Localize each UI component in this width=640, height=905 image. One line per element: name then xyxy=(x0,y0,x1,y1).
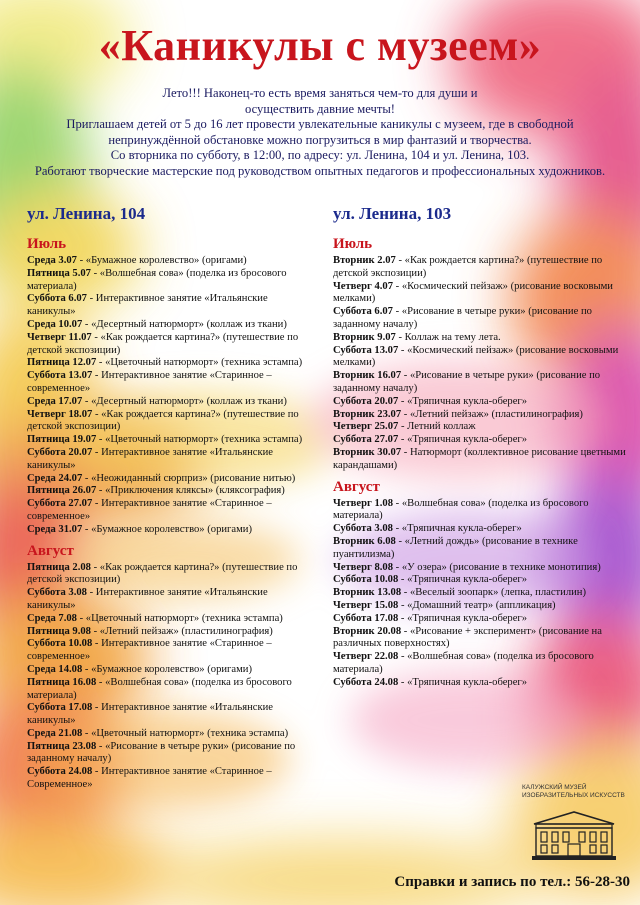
address-heading: ул. Ленина, 104 xyxy=(27,204,146,223)
museum-logo-text xyxy=(522,784,638,799)
event-description: - Интерактивное занятие «Старинное – современное» xyxy=(27,638,272,663)
event-item xyxy=(333,574,633,587)
event-description: - Интерактивное занятие «Старинное – современное» xyxy=(27,498,272,522)
contact-phone: Справки и запись по тел.: 56-28-30 xyxy=(394,874,630,890)
event-description: - Коллаж на тему лета. xyxy=(395,331,501,343)
event-date: Четверг 25.07 xyxy=(333,421,399,433)
event-date: Четверг 1.08 xyxy=(333,497,393,509)
event-item xyxy=(333,587,633,600)
event-date: Четверг 15.08 xyxy=(333,599,399,611)
event-date: Суббота 6.07 xyxy=(27,293,87,305)
event-date: Суббота 17.08 xyxy=(27,702,93,714)
event-item xyxy=(27,357,312,370)
event-description: - «Тряпичная кукла-оберег» xyxy=(398,574,528,586)
event-description: - «Волшебная сова» (поделка из бросового материала) xyxy=(333,651,594,675)
event-description: - «Как рождается картина?» (путешествие по детской экспозиции) xyxy=(27,561,298,586)
event-date: Пятница 9.08 xyxy=(27,625,91,637)
event-item xyxy=(27,447,312,473)
event-date: Пятница 23.08 xyxy=(27,740,97,752)
event-item xyxy=(27,255,312,268)
event-item xyxy=(27,485,312,498)
event-date: Среда 7.08 xyxy=(27,612,77,624)
event-description: - «Как рождается картина?» (путешествие по детской экспозиции) xyxy=(27,331,299,356)
event-item xyxy=(333,409,633,422)
event-date: Среда 31.07 xyxy=(27,523,83,535)
event-date: Пятница 2.08 xyxy=(27,561,91,573)
logo-line: КАЛУЖСКИЙ МУЗЕЙ xyxy=(522,784,587,791)
event-description: - «Волшебная сова» (поделка из бросового материала) xyxy=(27,676,292,701)
intro-line: Работают творческие мастерские под руководством опытных педагогов и профессиональных художников. xyxy=(34,163,606,178)
event-description: - «Неожиданный сюрприз» (рисование нитью) xyxy=(82,472,296,484)
schedule-lenina-103 xyxy=(333,204,633,690)
event-date: Четверг 18.07 xyxy=(27,408,93,420)
event-item xyxy=(27,319,312,332)
logo-line: ИЗОБРАЗИТЕЛЬНЫХ ИСКУССТВ xyxy=(522,791,625,799)
event-description: - «Цветочный натюрморт» (техника эстампа) xyxy=(76,612,283,624)
event-description: - «Тряпичная кукла-оберег» xyxy=(398,434,528,446)
event-date: Четверг 11.07 xyxy=(27,331,92,343)
event-item xyxy=(27,370,312,396)
intro-text xyxy=(0,86,640,180)
event-description: - «Рисование + эксперимент» (рисование на различных поверхностях) xyxy=(333,625,602,650)
event-item xyxy=(333,651,633,677)
event-description: - «Домашний театр» (аппликация) xyxy=(398,599,556,611)
event-list-august xyxy=(333,498,633,690)
event-date: Суббота 10.08 xyxy=(333,574,399,586)
event-description: - «У озера» (рисование в технике монотипия) xyxy=(393,561,601,573)
event-description: - Интерактивное занятие «Итальянские каникулы» xyxy=(27,446,273,471)
event-description: - «Бумажное королевство» (оригами) xyxy=(82,523,252,535)
event-item xyxy=(27,409,312,435)
event-description: - «Десертный натюрморт» (коллаж из ткани) xyxy=(82,395,287,407)
event-date: Суббота 13.07 xyxy=(333,344,399,356)
event-description: - «Тряпичная кукла-оберег» xyxy=(398,676,528,688)
event-description: - «Десертный натюрморт» (коллаж из ткани) xyxy=(82,318,287,330)
event-date: Вторник 23.07 xyxy=(333,408,402,420)
event-description: - «Тряпичная кукла-оберег» xyxy=(398,612,528,624)
event-item xyxy=(27,664,312,677)
museum-building-icon xyxy=(530,810,618,862)
event-date: Пятница 26.07 xyxy=(27,485,97,497)
event-item xyxy=(333,626,633,652)
event-date: Вторник 30.07 xyxy=(333,446,402,458)
event-description: - «Волшебная сова» (поделка из бросового материала) xyxy=(333,497,589,522)
event-item xyxy=(333,498,633,524)
event-date: Пятница 19.07 xyxy=(27,434,97,446)
event-item xyxy=(333,345,633,371)
event-description: - Натюрморт (коллективное рисование цветными карандашами) xyxy=(333,446,626,471)
event-item xyxy=(27,638,312,664)
event-description: - «Веселый зоопарк» (лепка, пластилин) xyxy=(401,587,586,599)
event-item xyxy=(27,766,312,792)
event-description: - «Летний пейзаж» (пластилинография) xyxy=(90,625,273,637)
event-item xyxy=(333,536,633,562)
event-description: - Интерактивное занятие «Итальянские каникулы» xyxy=(27,293,268,318)
event-date: Суббота 3.08 xyxy=(27,587,87,599)
month-august-heading: Август xyxy=(27,542,74,559)
event-date: Суббота 20.07 xyxy=(333,395,399,407)
event-date: Суббота 13.07 xyxy=(27,370,93,382)
event-list-august xyxy=(27,562,312,792)
event-item xyxy=(333,370,633,396)
event-description: - «Летний пейзаж» (пластилинография) xyxy=(401,408,583,420)
event-date: Суббота 20.07 xyxy=(27,446,93,458)
event-description: - Интерактивное занятие «Итальянские каникулы» xyxy=(27,587,268,611)
event-description: - «Бумажное королевство» (оригами) xyxy=(76,255,247,266)
event-date: Суббота 24.08 xyxy=(333,676,399,688)
event-description: - «Летний дождь» (рисование в технике пуантилизма) xyxy=(333,535,578,560)
event-item xyxy=(333,306,633,332)
event-date: Вторник 9.07 xyxy=(333,331,396,343)
event-description: - «Бумажное королевство» (оригами) xyxy=(82,663,252,675)
event-date: Вторник 6.08 xyxy=(333,535,396,547)
event-description: - «Космический пейзаж» (рисование восковыми мелками) xyxy=(333,280,613,305)
event-item xyxy=(333,562,633,575)
event-item xyxy=(333,447,633,473)
event-item xyxy=(27,524,312,537)
poster-title: «Каникулы с музеем» xyxy=(98,21,542,70)
event-date: Вторник 13.08 xyxy=(333,587,402,599)
event-description: - «Как рождается картина?» (путешествие по детской экспозиции) xyxy=(333,255,603,279)
event-description: - «Космический пейзаж» (рисование восковыми мелками) xyxy=(333,344,619,369)
month-july-heading: Июль xyxy=(333,236,373,252)
event-item xyxy=(333,613,633,626)
event-description: - «Рисование в четыре руки» (рисование по заданному началу) xyxy=(333,370,601,394)
event-date: Суббота 3.08 xyxy=(333,523,393,535)
event-description: - «Цветочный натюрморт» (техника эстампа) xyxy=(96,357,303,369)
event-date: Вторник 16.07 xyxy=(333,370,402,382)
event-item xyxy=(27,702,312,728)
event-item xyxy=(333,523,633,536)
month-july-heading: Июль xyxy=(27,236,67,252)
event-date: Пятница 16.08 xyxy=(27,676,97,688)
event-item xyxy=(333,677,633,690)
intro-line: Со вторника по субботу, в 12:00, по адресу: ул. Ленина, 104 и ул. Ленина, 103. xyxy=(110,148,530,163)
event-date: Четверг 8.08 xyxy=(333,561,393,573)
event-date: Среда 17.07 xyxy=(27,395,83,407)
event-description: - «Рисование в четыре руки» (рисование по заданному началу) xyxy=(333,306,592,330)
event-date: Суббота 6.07 xyxy=(333,306,393,318)
event-date: Суббота 27.07 xyxy=(333,434,399,446)
event-item xyxy=(27,613,312,626)
event-date: Суббота 27.07 xyxy=(27,498,93,510)
intro-line: Приглашаем детей от 5 до 16 лет провести увлекательные каникулы с музеем, где в свободной xyxy=(66,117,574,132)
event-date: Четверг 22.08 xyxy=(333,651,399,663)
event-description: - «Волшебная сова» (поделка из бросового материала) xyxy=(27,267,287,292)
event-item xyxy=(27,587,312,613)
month-august-heading: Август xyxy=(333,478,380,495)
event-item xyxy=(27,562,312,588)
event-item xyxy=(333,255,633,281)
event-date: Вторник 20.08 xyxy=(333,625,402,637)
event-date: Среда 10.07 xyxy=(27,318,83,330)
intro-line: осуществить давние мечты! xyxy=(244,101,395,116)
event-description: - «Рисование в четыре руки» (рисование по заданному началу) xyxy=(27,740,296,765)
intro-line: непринуждённой обстановке можно погрузиться в мир фантазий и творчества. xyxy=(108,132,532,147)
schedule-lenina-104 xyxy=(27,204,312,792)
event-item xyxy=(27,293,312,319)
event-description: - Интерактивное занятие «Старинное – современное» xyxy=(27,370,272,394)
event-description: - «Приключения кляксы» (кляксография) xyxy=(96,485,285,497)
event-date: Среда 14.08 xyxy=(27,663,83,675)
event-description: - «Цветочный натюрморт» (техника эстампа) xyxy=(96,434,303,446)
event-date: Среда 21.08 xyxy=(27,727,83,739)
event-item xyxy=(27,268,312,294)
event-description: - Интерактивное занятие «Итальянские каникулы» xyxy=(27,702,273,727)
event-description: - «Тряпичная кукла-оберег» xyxy=(398,395,528,407)
event-item xyxy=(27,677,312,703)
event-item xyxy=(27,332,312,358)
event-list-july xyxy=(27,255,312,537)
event-date: Среда 3.07 xyxy=(27,255,77,266)
event-date: Пятница 5.07 xyxy=(27,267,91,279)
event-date: Вторник 2.07 xyxy=(333,255,396,266)
event-date: Суббота 24.08 xyxy=(27,766,93,778)
event-date: Суббота 17.08 xyxy=(333,612,399,624)
event-description: - Интерактивное занятие «Старинное – Современное» xyxy=(27,766,272,791)
event-item xyxy=(333,434,633,447)
event-description: - Летний коллаж xyxy=(398,421,476,433)
event-date: Четверг 4.07 xyxy=(333,280,393,292)
address-heading: ул. Ленина, 103 xyxy=(333,204,452,223)
event-date: Суббота 10.08 xyxy=(27,638,93,650)
event-item xyxy=(333,332,633,345)
event-item xyxy=(27,498,312,524)
event-description: - «Цветочный натюрморт» (техника эстампа) xyxy=(82,727,289,739)
intro-line: Лето!!! Наконец-то есть время заняться чем-то для души и xyxy=(162,86,478,100)
event-item xyxy=(333,600,633,613)
event-item xyxy=(27,434,312,447)
event-item xyxy=(333,281,633,307)
event-item xyxy=(27,728,312,741)
event-item xyxy=(27,396,312,409)
event-description: - «Тряпичная кукла-оберег» xyxy=(392,523,522,535)
event-date: Пятница 12.07 xyxy=(27,357,97,369)
event-list-july xyxy=(333,255,633,473)
event-item xyxy=(333,396,633,409)
event-item xyxy=(333,421,633,434)
event-item xyxy=(27,741,312,767)
event-item xyxy=(27,626,312,639)
event-description: - «Как рождается картина?» (путешествие по детской экспозиции) xyxy=(27,408,299,433)
event-item xyxy=(27,473,312,486)
event-date: Среда 24.07 xyxy=(27,472,83,484)
